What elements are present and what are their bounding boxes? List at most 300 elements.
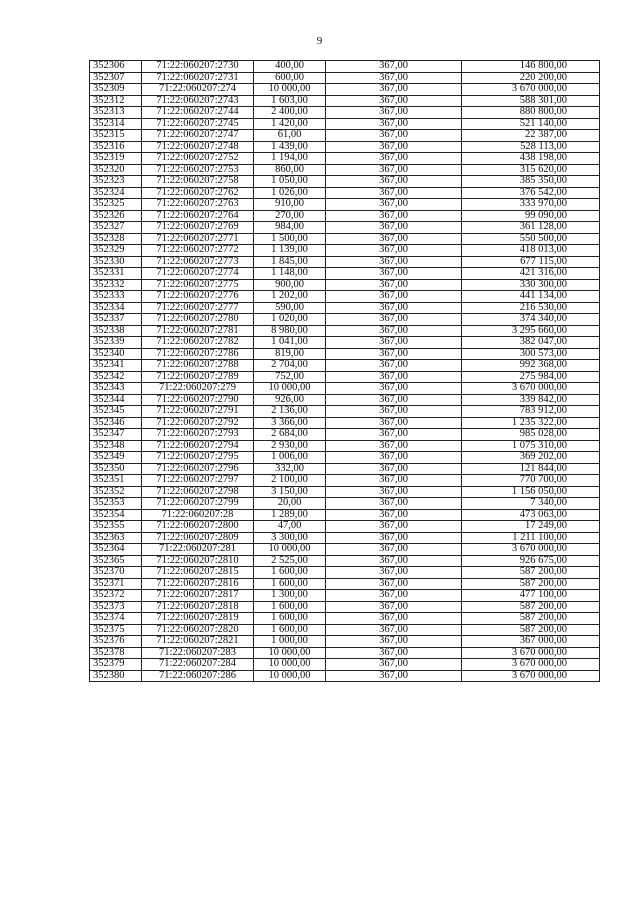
record-id-cell: 352373 [90,601,142,613]
cadastral-number-cell: 71:22:060207:2786 [142,348,254,360]
rate-cell: 367,00 [326,233,462,245]
record-id-cell: 352337 [90,314,142,326]
rate-cell: 367,00 [326,130,462,142]
cadastral-number-cell: 71:22:060207:2800 [142,521,254,533]
record-id-cell: 352331 [90,268,142,280]
record-id-cell: 352348 [90,440,142,452]
amount-cell: 985 028,00 [462,429,600,441]
rate-cell: 367,00 [326,153,462,165]
record-id-cell: 352332 [90,279,142,291]
cadastral-number-cell: 71:22:060207:283 [142,647,254,659]
rate-cell: 367,00 [326,348,462,360]
rate-cell: 367,00 [326,452,462,464]
rate-cell: 367,00 [326,314,462,326]
area-cell: 1 845,00 [254,256,326,268]
rate-cell: 367,00 [326,647,462,659]
area-cell: 900,00 [254,279,326,291]
cadastral-number-cell: 71:22:060207:2771 [142,233,254,245]
record-id-cell: 352349 [90,452,142,464]
area-cell: 1 500,00 [254,233,326,245]
cadastral-number-cell: 71:22:060207:2745 [142,118,254,130]
rate-cell: 367,00 [326,544,462,556]
rate-cell: 367,00 [326,176,462,188]
amount-cell: 315 620,00 [462,164,600,176]
cadastral-number-cell: 71:22:060207:2798 [142,486,254,498]
table-row [90,532,600,544]
cadastral-number-cell: 71:22:060207:2764 [142,210,254,222]
cadastral-number-cell: 71:22:060207:2752 [142,153,254,165]
amount-cell: 385 350,00 [462,176,600,188]
rate-cell: 367,00 [326,429,462,441]
amount-cell: 677 115,00 [462,256,600,268]
cadastral-number-cell: 71:22:060207:2796 [142,463,254,475]
table-row [90,555,600,567]
table-row [90,521,600,533]
area-cell: 1 026,00 [254,187,326,199]
page-number: 9 [316,35,323,47]
area-cell: 1 300,00 [254,590,326,602]
area-cell: 10 000,00 [254,84,326,96]
record-id-cell: 352330 [90,256,142,268]
amount-cell: 1 211 100,00 [462,532,600,544]
area-cell: 2 136,00 [254,406,326,418]
area-cell: 270,00 [254,210,326,222]
record-id-cell: 352354 [90,509,142,521]
record-id-cell: 352365 [90,555,142,567]
table-row [90,371,600,383]
area-cell: 3 300,00 [254,532,326,544]
amount-cell: 3 670 000,00 [462,659,600,671]
table-row [90,417,600,429]
table-row [90,498,600,510]
table-row [90,406,600,418]
cadastral-number-cell: 71:22:060207:2762 [142,187,254,199]
area-cell: 1 202,00 [254,291,326,303]
record-id-cell: 352329 [90,245,142,257]
amount-cell: 926 675,00 [462,555,600,567]
rate-cell: 367,00 [326,394,462,406]
record-id-cell: 352347 [90,429,142,441]
table-row [90,279,600,291]
table-row [90,210,600,222]
record-id-cell: 352307 [90,72,142,84]
rate-cell: 367,00 [326,567,462,579]
area-cell: 1 006,00 [254,452,326,464]
amount-cell: 418 013,00 [462,245,600,257]
area-cell: 1 289,00 [254,509,326,521]
area-cell: 1 600,00 [254,613,326,625]
amount-cell: 473 063,00 [462,509,600,521]
rate-cell: 367,00 [326,636,462,648]
record-id-cell: 352326 [90,210,142,222]
rate-cell: 367,00 [326,199,462,211]
cadastral-number-cell: 71:22:060207:2775 [142,279,254,291]
rate-cell: 367,00 [326,337,462,349]
amount-cell: 376 542,00 [462,187,600,199]
area-cell: 10 000,00 [254,544,326,556]
record-id-cell: 352323 [90,176,142,188]
amount-cell: 367 000,00 [462,636,600,648]
amount-cell: 1 075 310,00 [462,440,600,452]
record-id-cell: 352334 [90,302,142,314]
rate-cell: 367,00 [326,360,462,372]
table-row [90,636,600,648]
amount-cell: 1 235 322,00 [462,417,600,429]
amount-cell: 588 301,00 [462,95,600,107]
amount-cell: 3 670 000,00 [462,670,600,682]
area-cell: 2 684,00 [254,429,326,441]
record-id-cell: 352320 [90,164,142,176]
table-row [90,141,600,153]
rate-cell: 367,00 [326,268,462,280]
cadastral-number-cell: 71:22:060207:2809 [142,532,254,544]
record-id-cell: 352376 [90,636,142,648]
rate-cell: 367,00 [326,659,462,671]
amount-cell: 220 200,00 [462,72,600,84]
table-row [90,302,600,314]
table-row [90,153,600,165]
amount-cell: 300 573,00 [462,348,600,360]
area-cell: 10 000,00 [254,659,326,671]
rate-cell: 367,00 [326,463,462,475]
area-cell: 1 420,00 [254,118,326,130]
rate-cell: 367,00 [326,245,462,257]
rate-cell: 367,00 [326,578,462,590]
cadastral-number-cell: 71:22:060207:2743 [142,95,254,107]
rate-cell: 367,00 [326,107,462,119]
area-cell: 3 150,00 [254,486,326,498]
rate-cell: 367,00 [326,532,462,544]
amount-cell: 333 970,00 [462,199,600,211]
table-row [90,84,600,96]
rate-cell: 367,00 [326,291,462,303]
cadastral-number-cell: 71:22:060207:2772 [142,245,254,257]
cadastral-number-cell: 71:22:060207:284 [142,659,254,671]
amount-cell: 992 368,00 [462,360,600,372]
record-id-cell: 352314 [90,118,142,130]
record-id-cell: 352380 [90,670,142,682]
cadastral-number-cell: 71:22:060207:2819 [142,613,254,625]
record-id-cell: 352333 [90,291,142,303]
amount-cell: 99 090,00 [462,210,600,222]
cadastral-number-cell: 71:22:060207:2769 [142,222,254,234]
rate-cell: 367,00 [326,417,462,429]
amount-cell: 3 295 660,00 [462,325,600,337]
amount-cell: 441 134,00 [462,291,600,303]
rate-cell: 367,00 [326,613,462,625]
cadastral-number-cell: 71:22:060207:2763 [142,199,254,211]
cadastral-number-cell: 71:22:060207:2797 [142,475,254,487]
table-row [90,95,600,107]
amount-cell: 587 200,00 [462,624,600,636]
area-cell: 2 704,00 [254,360,326,372]
table-row [90,176,600,188]
area-cell: 2 100,00 [254,475,326,487]
table-row [90,118,600,130]
table-row [90,61,600,73]
amount-cell: 587 200,00 [462,567,600,579]
table-row [90,325,600,337]
area-cell: 332,00 [254,463,326,475]
cadastral-number-cell: 71:22:060207:2753 [142,164,254,176]
area-cell: 2 400,00 [254,107,326,119]
amount-cell: 783 912,00 [462,406,600,418]
rate-cell: 367,00 [326,383,462,395]
record-id-cell: 352345 [90,406,142,418]
record-id-cell: 352338 [90,325,142,337]
cadastral-number-cell: 71:22:060207:279 [142,383,254,395]
table-row [90,360,600,372]
area-cell: 1 194,00 [254,153,326,165]
rate-cell: 367,00 [326,84,462,96]
area-cell: 860,00 [254,164,326,176]
rate-cell: 367,00 [326,164,462,176]
amount-cell: 339 842,00 [462,394,600,406]
cadastral-number-cell: 71:22:060207:2810 [142,555,254,567]
record-id-cell: 352306 [90,61,142,73]
rate-cell: 367,00 [326,371,462,383]
table-row [90,199,600,211]
area-cell: 590,00 [254,302,326,314]
rate-cell: 367,00 [326,141,462,153]
table-row [90,613,600,625]
table-row [90,107,600,119]
cadastral-number-cell: 71:22:060207:286 [142,670,254,682]
record-id-cell: 352379 [90,659,142,671]
amount-cell: 550 500,00 [462,233,600,245]
table-row [90,509,600,521]
table-row [90,72,600,84]
land-plot-table [89,60,600,682]
table-row [90,452,600,464]
cadastral-number-cell: 71:22:060207:2815 [142,567,254,579]
record-id-cell: 352352 [90,486,142,498]
rate-cell: 367,00 [326,590,462,602]
amount-cell: 275 984,00 [462,371,600,383]
amount-cell: 587 200,00 [462,613,600,625]
area-cell: 400,00 [254,61,326,73]
rate-cell: 367,00 [326,302,462,314]
record-id-cell: 352343 [90,383,142,395]
rate-cell: 367,00 [326,475,462,487]
area-cell: 3 366,00 [254,417,326,429]
amount-cell: 1 156 050,00 [462,486,600,498]
record-id-cell: 352341 [90,360,142,372]
area-cell: 1 439,00 [254,141,326,153]
amount-cell: 3 670 000,00 [462,383,600,395]
table-row [90,567,600,579]
rate-cell: 367,00 [326,95,462,107]
record-id-cell: 352375 [90,624,142,636]
record-id-cell: 352325 [90,199,142,211]
table-row [90,670,600,682]
table-row [90,394,600,406]
area-cell: 910,00 [254,199,326,211]
amount-cell: 374 340,00 [462,314,600,326]
table-row [90,337,600,349]
record-id-cell: 352355 [90,521,142,533]
table-row [90,544,600,556]
cadastral-number-cell: 71:22:060207:2799 [142,498,254,510]
rate-cell: 367,00 [326,624,462,636]
cadastral-number-cell: 71:22:060207:2731 [142,72,254,84]
cadastral-number-cell: 71:22:060207:274 [142,84,254,96]
rate-cell: 367,00 [326,210,462,222]
cadastral-number-cell: 71:22:060207:2781 [142,325,254,337]
amount-cell: 3 670 000,00 [462,544,600,556]
amount-cell: 587 200,00 [462,578,600,590]
cadastral-number-cell: 71:22:060207:2816 [142,578,254,590]
amount-cell: 587 200,00 [462,601,600,613]
table-row [90,463,600,475]
table-row [90,383,600,395]
cadastral-number-cell: 71:22:060207:2758 [142,176,254,188]
cadastral-number-cell: 71:22:060207:2773 [142,256,254,268]
area-cell: 1 600,00 [254,567,326,579]
record-id-cell: 352342 [90,371,142,383]
amount-cell: 880 800,00 [462,107,600,119]
record-id-cell: 352344 [90,394,142,406]
amount-cell: 477 100,00 [462,590,600,602]
rate-cell: 367,00 [326,187,462,199]
table-row [90,429,600,441]
cadastral-number-cell: 71:22:060207:2794 [142,440,254,452]
area-cell: 10 000,00 [254,647,326,659]
rate-cell: 367,00 [326,601,462,613]
record-id-cell: 352328 [90,233,142,245]
table-row [90,245,600,257]
area-cell: 819,00 [254,348,326,360]
record-id-cell: 352374 [90,613,142,625]
cadastral-number-cell: 71:22:060207:2790 [142,394,254,406]
area-cell: 752,00 [254,371,326,383]
table-row [90,486,600,498]
record-id-cell: 352363 [90,532,142,544]
cadastral-number-cell: 71:22:060207:2817 [142,590,254,602]
amount-cell: 146 800,00 [462,61,600,73]
cadastral-number-cell: 71:22:060207:2748 [142,141,254,153]
record-id-cell: 352339 [90,337,142,349]
area-cell: 8 980,00 [254,325,326,337]
record-id-cell: 352371 [90,578,142,590]
table-row [90,590,600,602]
rate-cell: 367,00 [326,256,462,268]
cadastral-number-cell: 71:22:060207:2777 [142,302,254,314]
amount-cell: 17 249,00 [462,521,600,533]
area-cell: 1 041,00 [254,337,326,349]
cadastral-number-cell: 71:22:060207:2820 [142,624,254,636]
area-cell: 984,00 [254,222,326,234]
amount-cell: 3 670 000,00 [462,647,600,659]
cadastral-number-cell: 71:22:060207:281 [142,544,254,556]
record-id-cell: 352351 [90,475,142,487]
cadastral-number-cell: 71:22:060207:2730 [142,61,254,73]
amount-cell: 7 340,00 [462,498,600,510]
table-row [90,291,600,303]
table-row [90,222,600,234]
amount-cell: 22 387,00 [462,130,600,142]
amount-cell: 361 128,00 [462,222,600,234]
record-id-cell: 352316 [90,141,142,153]
cadastral-number-cell: 71:22:060207:2792 [142,417,254,429]
rate-cell: 367,00 [326,498,462,510]
record-id-cell: 352340 [90,348,142,360]
area-cell: 47,00 [254,521,326,533]
cadastral-number-cell: 71:22:060207:2744 [142,107,254,119]
cadastral-number-cell: 71:22:060207:2780 [142,314,254,326]
area-cell: 926,00 [254,394,326,406]
cadastral-number-cell: 71:22:060207:2789 [142,371,254,383]
table-row [90,233,600,245]
table-body [90,61,600,682]
area-cell: 1 020,00 [254,314,326,326]
rate-cell: 367,00 [326,279,462,291]
cadastral-number-cell: 71:22:060207:2788 [142,360,254,372]
area-cell: 1 139,00 [254,245,326,257]
area-cell: 61,00 [254,130,326,142]
area-cell: 1 148,00 [254,268,326,280]
table-row [90,578,600,590]
area-cell: 1 600,00 [254,624,326,636]
table-row [90,130,600,142]
table-row [90,475,600,487]
table-row [90,314,600,326]
table-row [90,348,600,360]
cadastral-number-cell: 71:22:060207:28 [142,509,254,521]
area-cell: 1 603,00 [254,95,326,107]
record-id-cell: 352319 [90,153,142,165]
cadastral-number-cell: 71:22:060207:2774 [142,268,254,280]
area-cell: 1 600,00 [254,578,326,590]
area-cell: 2 930,00 [254,440,326,452]
table-row [90,164,600,176]
rate-cell: 367,00 [326,521,462,533]
amount-cell: 438 198,00 [462,153,600,165]
area-cell: 10 000,00 [254,383,326,395]
amount-cell: 3 670 000,00 [462,84,600,96]
table-row [90,647,600,659]
amount-cell: 770 700,00 [462,475,600,487]
cadastral-number-cell: 71:22:060207:2818 [142,601,254,613]
amount-cell: 528 113,00 [462,141,600,153]
area-cell: 20,00 [254,498,326,510]
table-row [90,659,600,671]
record-id-cell: 352309 [90,84,142,96]
table-row [90,624,600,636]
record-id-cell: 352378 [90,647,142,659]
amount-cell: 382 047,00 [462,337,600,349]
cadastral-number-cell: 71:22:060207:2821 [142,636,254,648]
area-cell: 1 000,00 [254,636,326,648]
record-id-cell: 352315 [90,130,142,142]
cadastral-number-cell: 71:22:060207:2791 [142,406,254,418]
record-id-cell: 352324 [90,187,142,199]
rate-cell: 367,00 [326,118,462,130]
area-cell: 1 050,00 [254,176,326,188]
rate-cell: 367,00 [326,61,462,73]
amount-cell: 330 300,00 [462,279,600,291]
rate-cell: 367,00 [326,670,462,682]
rate-cell: 367,00 [326,222,462,234]
record-id-cell: 352364 [90,544,142,556]
area-cell: 2 525,00 [254,555,326,567]
rate-cell: 367,00 [326,555,462,567]
cadastral-number-cell: 71:22:060207:2776 [142,291,254,303]
table-row [90,187,600,199]
area-cell: 600,00 [254,72,326,84]
area-cell: 10 000,00 [254,670,326,682]
record-id-cell: 352350 [90,463,142,475]
